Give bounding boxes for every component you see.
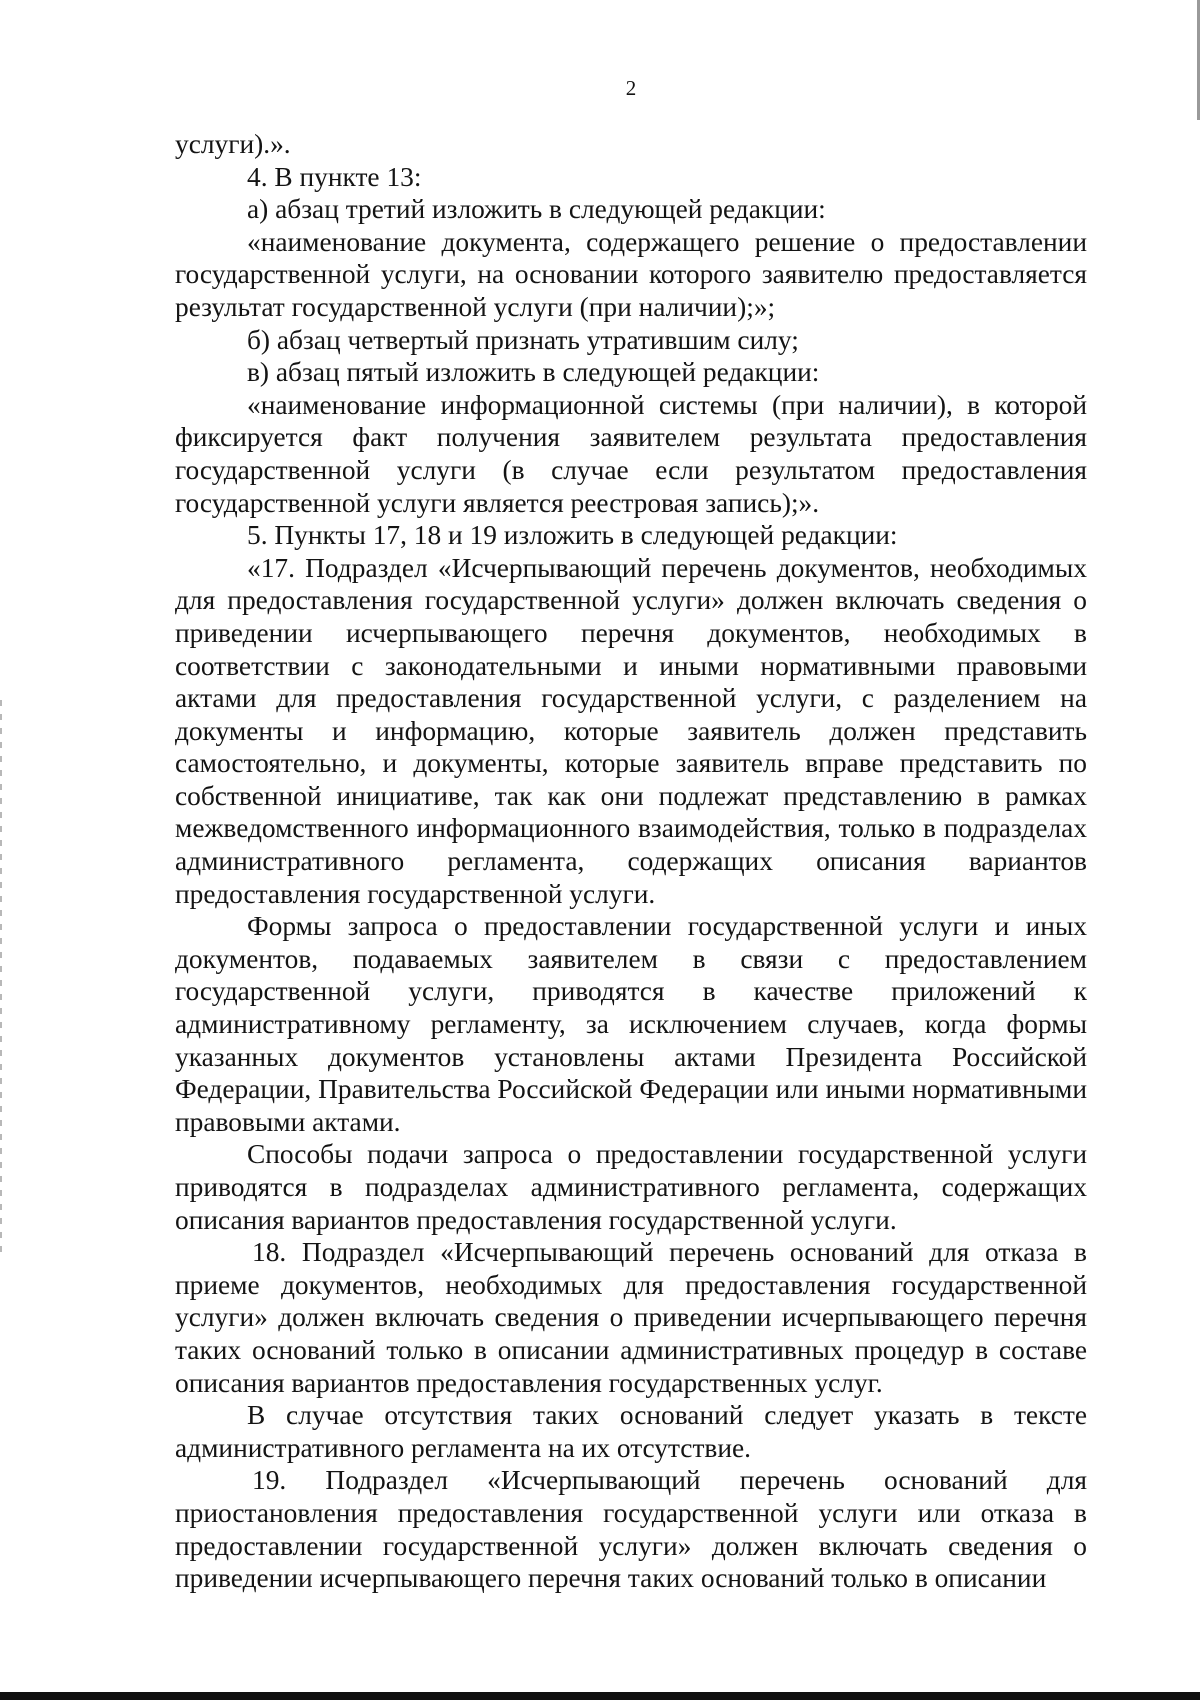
paragraph: 19. Подраздел «Исчерпывающий перечень оснований для приостановления предоставления государственной услуги или отказа в предоставлении государственной услуги» должен включать сведения о приведении исчерпывающего перечня таких оснований только в описании — [175, 1465, 1087, 1594]
paragraph: а) абзац третий изложить в следующей редакции: — [247, 194, 826, 225]
paragraph: Формы запроса о предоставлении государственной услуги и иных документов, подаваемых заявителем в связи с предоставлением государственной услуги, приводятся в качестве приложений к административному регламенту, за исключением случаев, когда формы указанных документов установлены актами Президента Российской Федерации, Правительства Российской Федерации или иными нормативными правовыми актами. — [175, 911, 1087, 1137]
page-number: 2 — [625, 76, 637, 100]
paragraph: 5. Пункты 17, 18 и 19 изложить в следующей редакции: — [247, 520, 898, 551]
paragraph: б) абзац четвертый признать утратившим силу; — [247, 324, 799, 355]
scan-edge-left — [0, 700, 2, 1260]
paragraph: В случае отсутствия таких оснований следует указать в тексте административного регламента на их отсутствие. — [175, 1400, 1087, 1463]
paragraph: «17. Подраздел «Исчерпывающий перечень документов, необходимых для предоставления государственной услуги» должен включать сведения о приведении исчерпывающего перечня документов, необходимых в соответствии с законодательными и иными нормативными правовыми актами для предоставления государственной услуги, с разделением на документы и информацию, которые заявитель должен представить самостоятельно, и документы, которые заявитель вправе представить по собственной инициативе, так как они подлежат представлению в рамках межведомственного информационного взаимодействия, только в подразделах административного регламента, содержащих описания вариантов предоставления государственной услуги. — [175, 552, 1087, 909]
paragraph: 18. Подраздел «Исчерпывающий перечень оснований для отказа в приеме документов, необходимых для предоставления государственной услуги» должен включать сведения о приведении исчерпывающего перечня таких оснований только в описании административных процедур в составе описания вариантов предоставления государственных услуг. — [175, 1237, 1087, 1398]
paragraph: в) абзац пятый изложить в следующей редакции: — [247, 357, 820, 388]
paragraph: услуги).». — [175, 129, 291, 159]
paragraph: «наименование информационной системы (при наличии), в которой фиксируется факт получения заявителем результата предоставления государственной услуги (в случае если результатом предоставления государственной услуги является реестровая запись);». — [175, 389, 1087, 518]
document-body — [175, 128, 1087, 1595]
scan-edge-bottom — [0, 1692, 1200, 1700]
paragraph: 4. В пункте 13: — [247, 161, 422, 192]
paragraph: Способы подачи запроса о предоставлении государственной услуги приводятся в подразделах административного регламента, содержащих описания вариантов предоставления государственной услуги. — [175, 1139, 1087, 1235]
paragraph: «наименование документа, содержащего решение о предоставлении государственной услуги, на основании которого заявителю предоставляется результат государственной услуги (при наличии);»; — [175, 226, 1087, 322]
